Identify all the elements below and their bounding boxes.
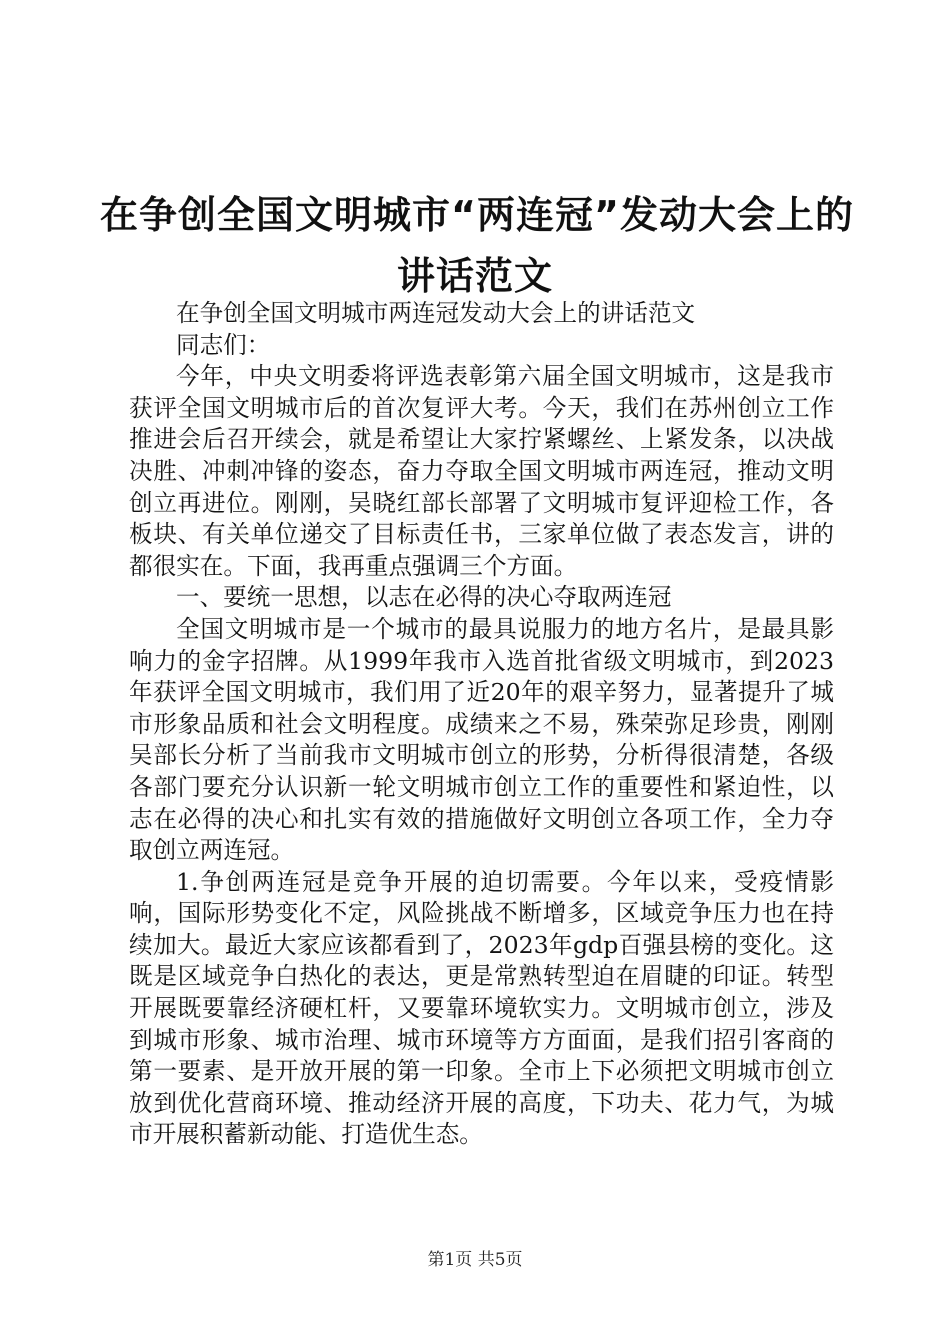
body-paragraph: 全国文明城市是一个城市的最具说服力的地方名片，是最具影响力的金字招牌。从1999年我市入选首批省级文明城市，到2023年获评全国文明城市，我们用了近20年的艰辛努力，显著提升了城市形象品质和社会文明程度。成绩来之不易，殊荣弥足珍贵，刚刚吴部长分析了当前我市文明城市创立的形势，分析得很清楚，各级各部门要充分认识新一轮文明城市创立工作的重要性和紧迫性，以志在必得的决心和扎实有效的措施做好文明创立各项工作，全力夺取创立两连冠。 — [129, 614, 834, 865]
document-title-line-1: 在争创全国文明城市“两连冠”发动大会上的 — [100, 193, 854, 237]
subtitle-paragraph: 在争创全国文明城市两连冠发动大会上的讲话范文 — [176, 299, 696, 327]
body-paragraph: 1.争创两连冠是竞争开展的迫切需要。今年以来，受疫情影响，国际形势变化不定，风险挑战不断增多，区域竞争压力也在持续加大。最近大家应该都看到了，2023年gdp百强县榜的变化。这既是区域竞争白热化的表达，更是常熟转型迫在眉睫的印证。转型开展既要靠经济硬杠杆，又要靠环境软实力。文明城市创立，涉及到城市形象、城市治理、城市环境等方方面面，是我们招引客商的第一要素、是开放开展的第一印象。全市上下必须把文明城市创立放到优化营商环境、推动经济开展的高度，下功夫、花力气，为城市开展积蓄新动能、打造优生态。 — [129, 867, 834, 1149]
document-body — [129, 298, 834, 1151]
page-number-footer: 第1页 共5页 — [427, 1250, 523, 1270]
salutation-paragraph: 同志们： — [176, 330, 271, 359]
body-paragraph: 今年，中央文明委将评选表彰第六届全国文明城市，这是我市获评全国文明城市后的首次复评大考。今天，我们在苏州创立工作推进会后召开续会，就是希望让大家拧紧螺丝、上紧发条，以决战决胜、冲刺冲锋的姿态，奋力夺取全国文明城市两连冠，推动文明创立再进位。刚刚，吴晓红部长部署了文明城市复评迎检工作，各板块、有关单位递交了目标责任书，三家单位做了表态发言，讲的都很实在。下面，我再重点强调三个方面。 — [129, 362, 834, 580]
section-heading: 一、要统一思想，以志在必得的决心夺取两连冠 — [176, 583, 672, 612]
document-title-line-2: 讲话范文 — [396, 254, 553, 298]
